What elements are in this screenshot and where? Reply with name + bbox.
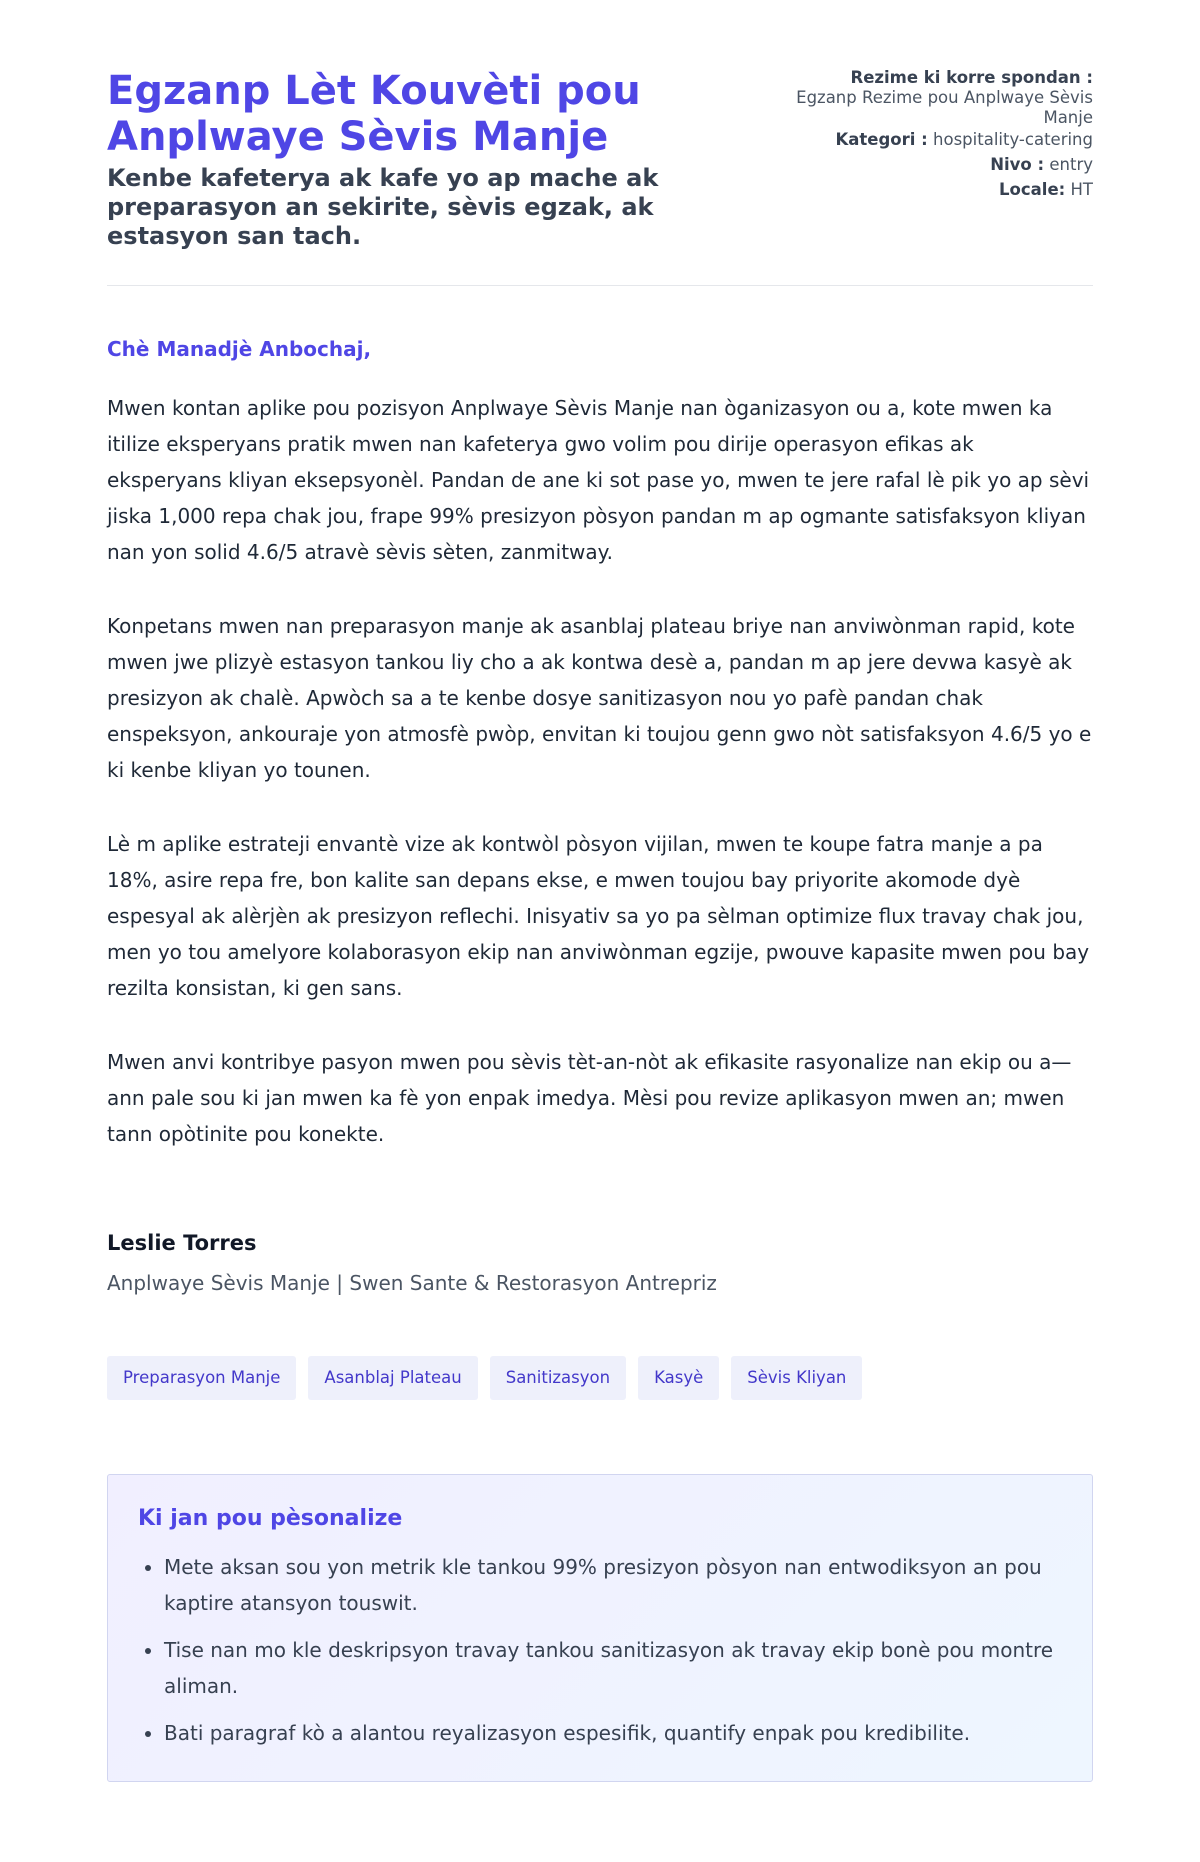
meta-level-label: Nivo : xyxy=(990,155,1045,174)
meta-locale-label: Locale: xyxy=(999,180,1066,199)
meta-level-value: entry xyxy=(1049,155,1093,174)
tip-item: • Tise nan mo kle deskripsyon travay tankou sanitizasyon ak travay ekip bonè pou montre aliman. xyxy=(164,1632,1062,1704)
meta-resume-value: Egzanp Rezime pou Anplwaye Sèvis Manje xyxy=(796,88,1093,127)
skill-tags xyxy=(107,1356,1093,1400)
customization-tips-box xyxy=(107,1474,1093,1782)
letter-paragraph-3: Lè m aplike estrateji envantè vize ak kontwòl pòsyon vijilan, mwen te koupe fatra manje a pa 18%, asire repa fre, bon kalite san depans ekse, e mwen toujou bay priyorite akomode dyè espesyal ak alèrjèn ak presizyon reflechi. Inisyativ sa yo pa sèlman optimize flux travay chak jou, men yo tou amelyore kolaborasyon ekip nan anviwònman egzije, pwouve kapasite mwen pou bay rezilta konsistan, ki gen sans. xyxy=(107,832,1090,1000)
header-titles xyxy=(107,68,727,251)
skill-tag: Sanitizasyon xyxy=(490,1356,626,1400)
page-title: Egzanp Lèt Kouvèti pou Anplwaye Sèvis Manje xyxy=(107,68,641,160)
skill-tag: Preparasyon Manje xyxy=(107,1356,296,1400)
letter-paragraph-4: Mwen anvi kontribye pasyon mwen pou sèvis tèt-an-nòt ak efikasite rasyonalize nan ekip ou a—ann pale sou ki jan mwen ka fè yon enpak imedya. Mèsi pou revize aplikasyon mwen an; mwen tann opòtinite pou konekte. xyxy=(107,1050,1072,1146)
page-subtitle: Kenbe kafeterya ak kafe yo ap mache ak preparasyon an sekirite, sèvis egzak, ak estasyon san tach. xyxy=(107,164,659,250)
tips-title: Ki jan pou pèsonalize xyxy=(138,1506,403,1531)
letter-greeting: Chè Manadjè Anbochaj, xyxy=(107,337,372,361)
letter-paragraph-1: Mwen kontan aplike pou pozisyon Anplwaye Sèvis Manje nan òganizasyon ou a, kote mwen ka itilize eksperyans pratik mwen nan kafeterya gwo volim pou dirije operasyon efikas ak eksperyans kliyan eksepsyonèl. Pandan de ane ki sot pase yo, mwen te jere rafal lè pik yo ap sèvi jiska 1,000 repa chak jou, frape 99% presizyon pòsyon pandan m ap ogmante satisfaksyon kliyan nan yon solid 4.6/5 atravè sèvis sèten, zanmitway. xyxy=(107,396,1090,564)
meta-level xyxy=(773,155,1093,175)
tips-list xyxy=(138,1549,1062,1751)
meta-category-value: hospitality-catering xyxy=(933,130,1093,149)
skill-tag: Sèvis Kliyan xyxy=(731,1356,862,1400)
meta-category xyxy=(773,130,1093,150)
tip-item: • Bati paragraf kò a alantou reyalizasyon espesifik, quantify enpak pou kredibilite. xyxy=(164,1715,1062,1751)
signature-role: Anplwaye Sèvis Manje | Swen Sante & Restorasyon Antrepriz xyxy=(107,1271,717,1295)
meta-locale-value: HT xyxy=(1070,180,1093,199)
meta-locale xyxy=(773,180,1093,200)
letter-paragraph-2: Konpetans mwen nan preparasyon manje ak asanblaj plateau briye nan anviwònman rapid, kote mwen jwe plizyè estasyon tankou liy cho a ak kontwa desè a, pandan m ap jere devwa kasyè ak presizyon ak chalè. Apwòch sa a te kenbe dosye sanitizasyon nou yo pafè pandan chak enspeksyon, ankouraje yon atmosfè pwòp, envitan ki toujou genn gwo nòt satisfaksyon 4.6/5 yo e ki kenbe kliyan yo tounen. xyxy=(107,614,1092,782)
meta-category-label: Kategori : xyxy=(835,130,928,149)
meta-panel xyxy=(773,68,1093,205)
page-header xyxy=(107,68,1093,286)
tip-item: • Mete aksan sou yon metrik kle tankou 99% presizyon pòsyon nan entwodiksyon an pou kaptire atansyon touswit. xyxy=(164,1549,1062,1621)
meta-resume-label: Rezime ki korre spondan : xyxy=(850,68,1093,87)
skill-tag: Kasyè xyxy=(638,1356,719,1400)
meta-resume xyxy=(773,68,1093,128)
signature-name: Leslie Torres xyxy=(107,1231,257,1255)
skill-tag: Asanblaj Plateau xyxy=(308,1356,477,1400)
